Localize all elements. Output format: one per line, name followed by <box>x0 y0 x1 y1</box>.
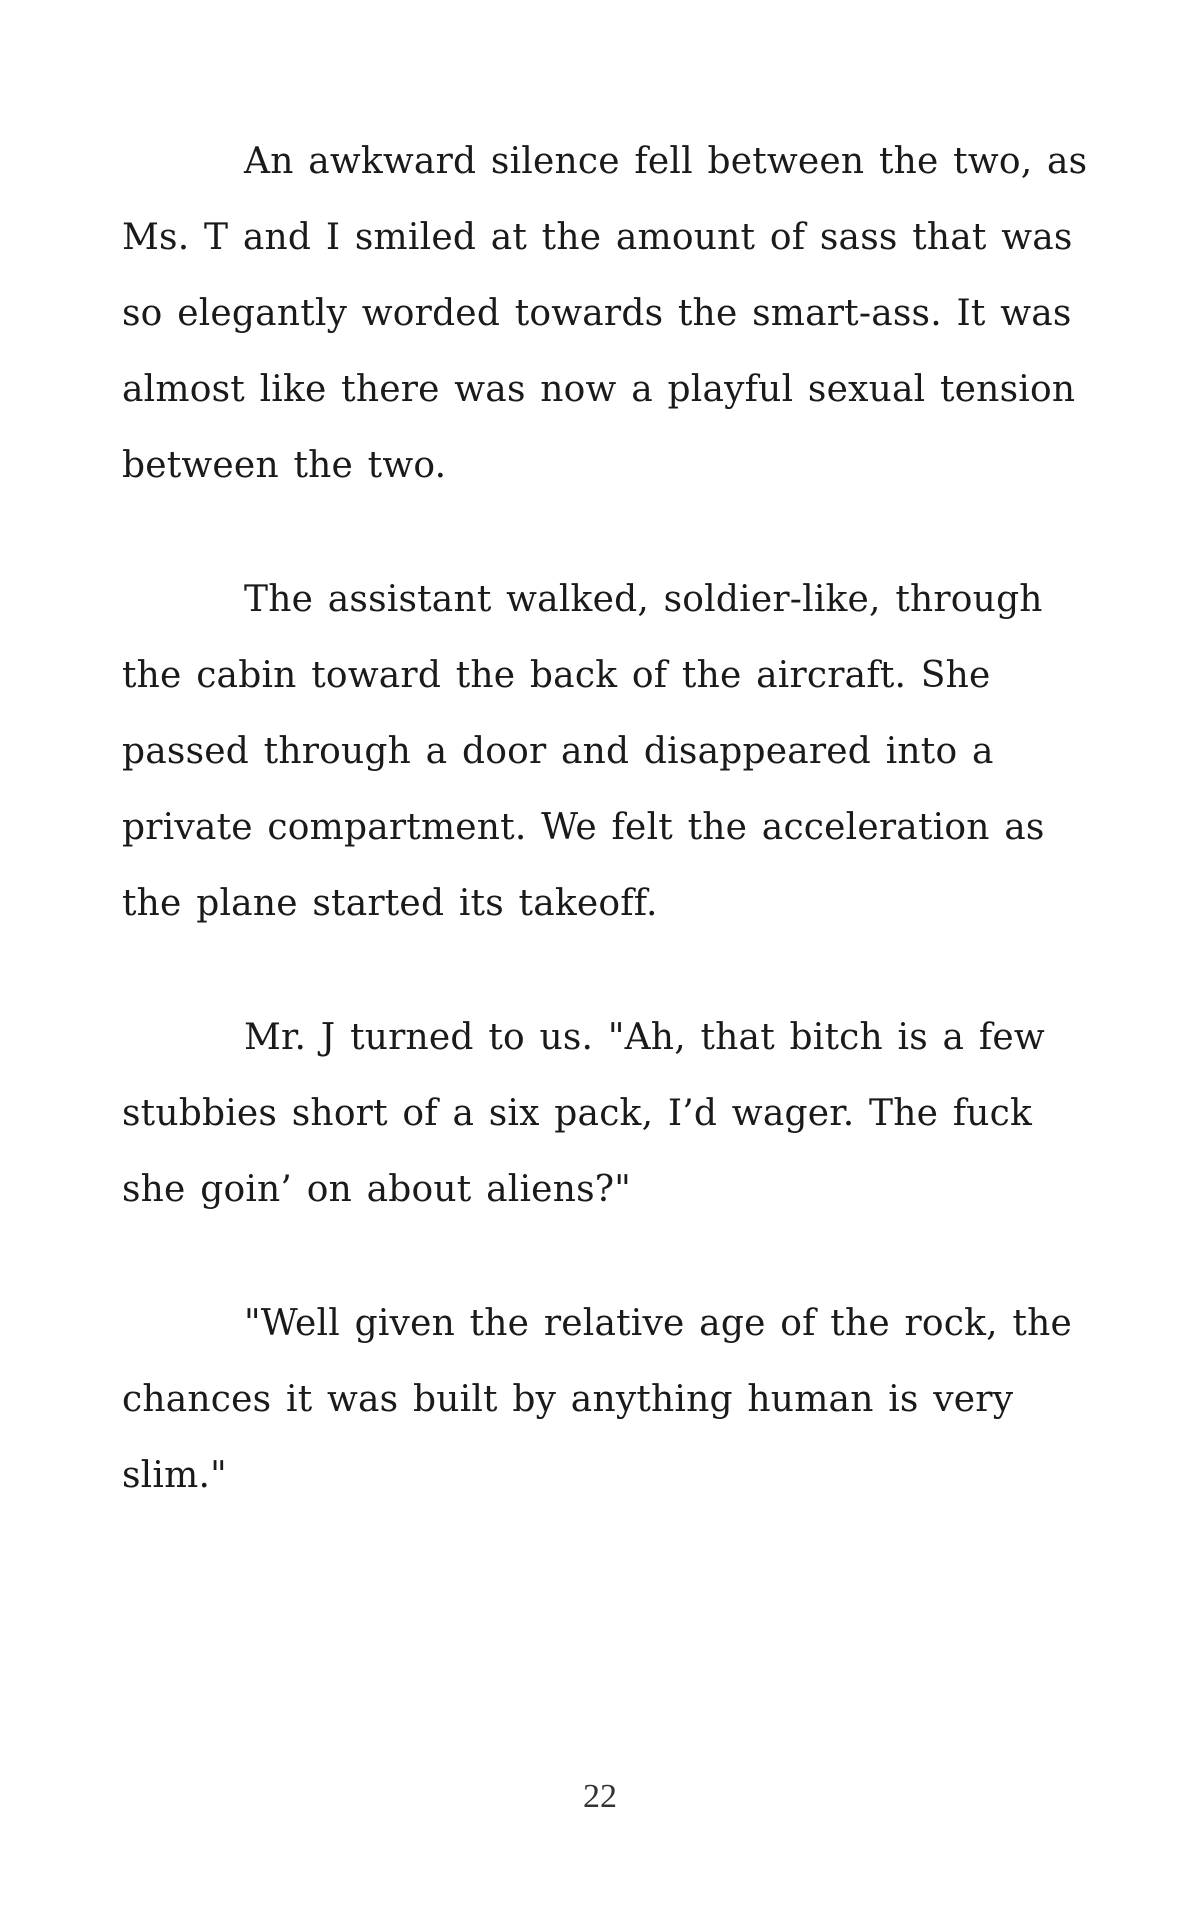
paragraph: Mr. J turned to us. "Ah, that bitch is a few stubbies short of a six pack, I’d wager. The fuck she goin’ on about aliens?" <box>122 1017 1045 1210</box>
page-number: 22 <box>583 1778 617 1815</box>
paragraph: "Well given the relative age of the rock, the chances it was built by anything human is very slim." <box>122 1303 1072 1496</box>
paragraph: An awkward silence fell between the two, as Ms. T and I smiled at the amount of sass that was so elegantly worded towards the smart-ass. It was almost like there was now a playful sexual tension between the two. <box>122 141 1088 486</box>
body-text <box>122 124 1102 1572</box>
paragraph: The assistant walked, soldier-like, through the cabin toward the back of the aircraft. She passed through a door and disappeared into a private compartment. We felt the acceleration as the plane started its takeoff. <box>122 579 1045 924</box>
